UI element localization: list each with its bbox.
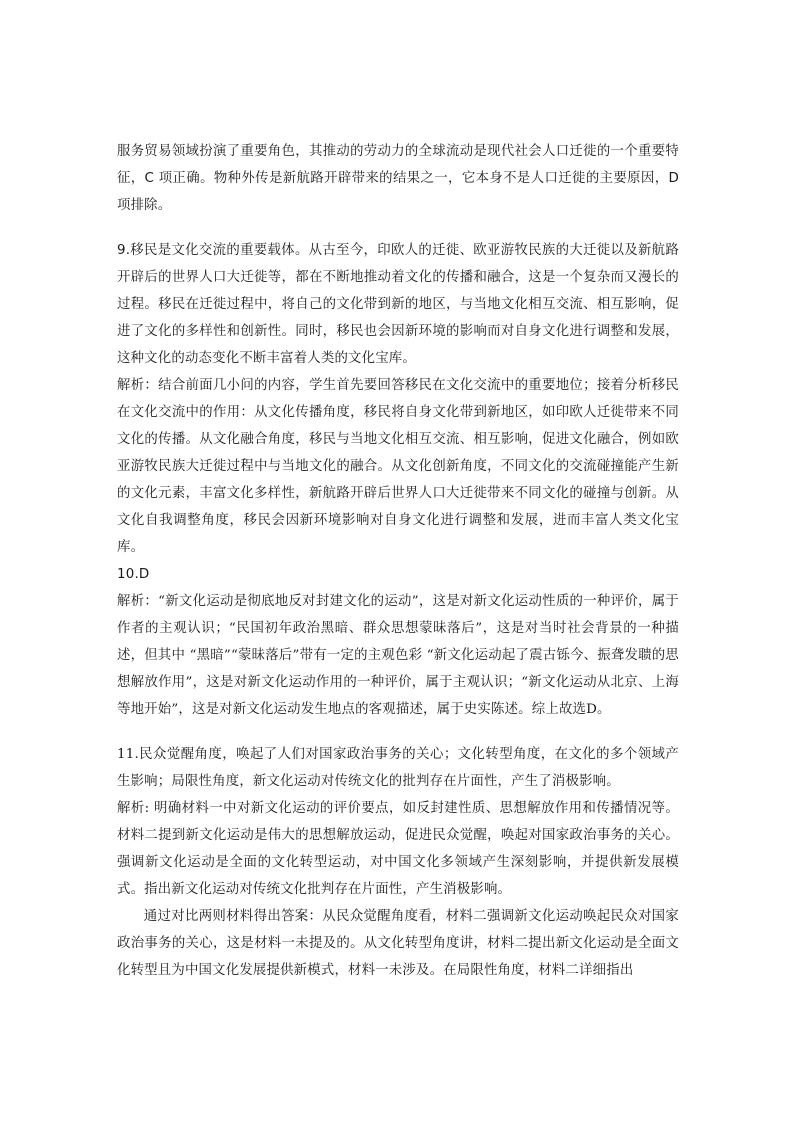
document-body (117, 138, 679, 984)
paragraph-analysis-9: 解析：结合前面几小问的内容，学生首先要回答移民在文化交流中的重要地位；接着分析移民在文化交流中的作用：从文化传播角度，移民将自身文化带到新地区，如印欧人迁徙带来不同文化的传播。从文化融合角度，移民与当地文化相互交流、相互影响，促进文化融合，例如欧亚游牧民族大迁徙过程中与当地文化的融合。从文化创新角度，不同文化的交流碰撞能产生新的文化元素，丰富文化多样性，新航路开辟后世界人口大迁徙带来不同文化的碰撞与创新。从文化自我调整角度，移民会因新环境影响对自身文化进行调整和发展，进而丰富人类文化宝库。 (117, 378, 679, 555)
paragraph-answer-10: 10.D (117, 567, 150, 582)
paragraph-comparison-11: 通过对比两则材料得出答案：从民众觉醒角度看，材料二强调新文化运动唤起民众对国家政治事务的关心，这是材料一未提及的。从文化转型角度讲，材料二提出新文化运动是全面文化转型且为中国文化发展提供新模式，材料一未涉及。在局限性角度，材料二详细指出 (117, 909, 679, 978)
paragraph-analysis-10: 解析：“新文化运动是彻底地反对封建文化的运动”，这是对新文化运动性质的一种评价，属于作者的主观认识；“民国初年政治黑暗、群众思想蒙昧落后”，这是对当时社会背景的一种描述，但其中 “黑暗”“蒙昧落后”带有一定的主观色彩 “新文化运动起了震古铄今、振聋发聩的思想解放作用”，这是对新文化运动作用的一种评价，属于主观认识；“新文化运动从北京、上海等地开始”，这是对新文化运动发生地点的客观描述，属于史实陈述。综上故选D。 (117, 594, 679, 717)
paragraph-gap (117, 723, 679, 741)
paragraph-analysis-11: 解析: 明确材料一中对新文化运动的评价要点，如反封建性质、思想解放作用和传播情况等。材料二提到新文化运动是伟大的思想解放运动，促进民众觉醒，唤起对国家政治事务的关心。强调新文化运动是全面的文化转型运动，对中国文化多领域产生深刻影响，并提供新发展模式。指出新文化运动对传统文化批判存在片面性，产生消极影响。 (117, 801, 679, 897)
paragraph-answer-11: 11.民众觉醒角度，唤起了人们对国家政治事务的关心；文化转型角度，在文化的多个领域产生影响；局限性角度，新文化运动对传统文化的批判存在片面性，产生了消极影响。 (117, 747, 679, 789)
paragraph-gap (117, 219, 679, 237)
paragraph-answer-8-continuation: 服务贸易领域扮演了重要角色，其推动的劳动力的全球流动是现代社会人口迁徙的一个重要特征，C 项正确。物种外传是新航路开辟带来的结果之一，它本身不是人口迁徙的主要原因，D 项排除。 (117, 144, 679, 213)
paragraph-answer-9: 9.移民是文化交流的重要载体。从古至今，印欧人的迁徙、欧亚游牧民族的大迁徙以及新航路开辟后的世界人口大迁徙等，都在不断地推动着文化的传播和融合，这是一个复杂而又漫长的过程。移民在迁徙过程中，将自己的文化带到新的地区，与当地文化相互交流、相互影响，促进了文化的多样性和创新性。同时，移民也会因新环境的影响而对自身文化进行调整和发展，这种文化的动态变化不断丰富着人类的文化宝库。 (117, 243, 679, 366)
